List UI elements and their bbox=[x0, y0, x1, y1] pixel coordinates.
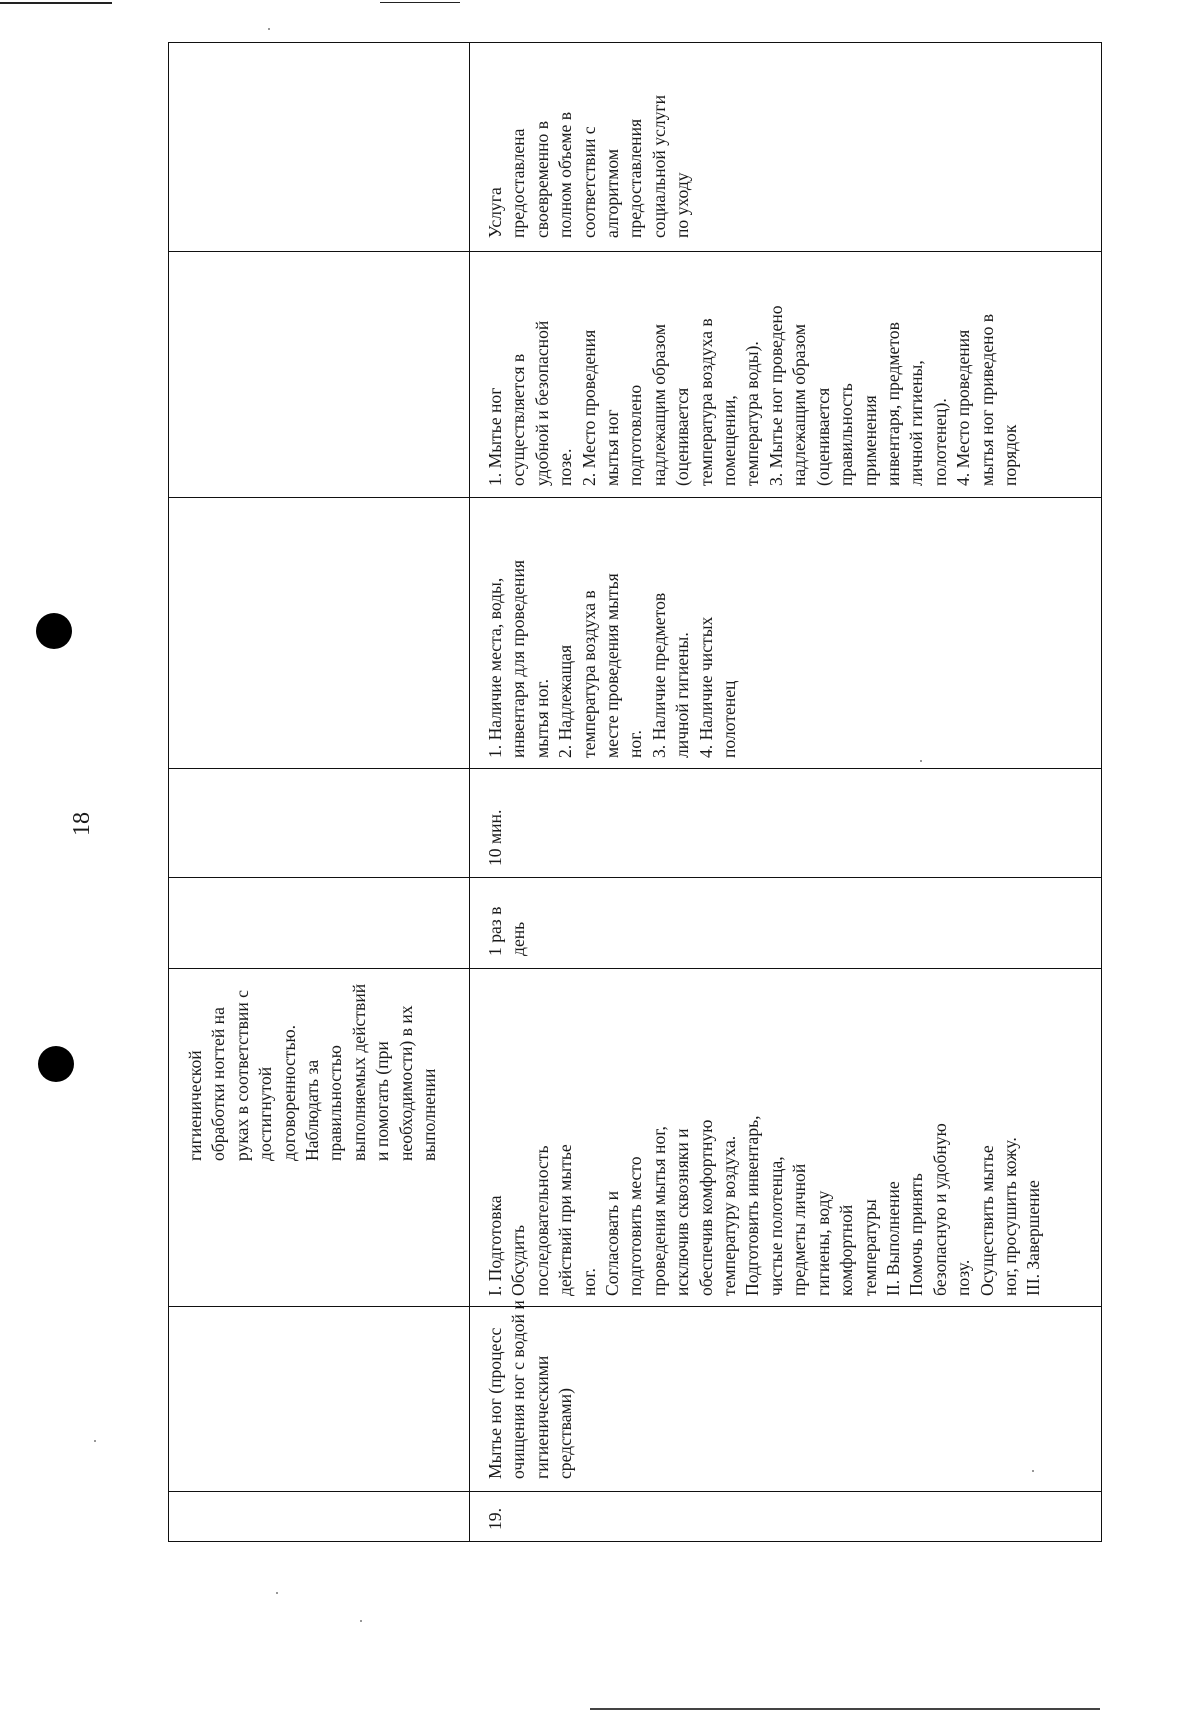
quality-indicators-cell: 1. Мытье ног осуществляется в удобной и безопасной позе. 2. Место проведения мытья ног подготовлено надлежащим образом (оценивается температура воздуха в помещении, температура воды). 3. Мытье ног проведено надлежащим образом (оценивается правильность применения инвентаря, предметов личной гигиены, полотенец). 4. Место проведения мытья ног приведено в порядок bbox=[485, 305, 1020, 486]
punch-hole bbox=[36, 613, 72, 649]
row-number-cell: 19. bbox=[485, 1508, 505, 1530]
frequency-cell: 1 раз в день bbox=[485, 906, 529, 956]
service-name-cell: Мытье ног (процесс очищения ног с водой и гигиеническими средствами) bbox=[485, 1300, 576, 1479]
column-divider bbox=[169, 968, 1101, 969]
column-divider bbox=[169, 497, 1101, 498]
page-number: 18 bbox=[69, 812, 95, 836]
scan-speck bbox=[276, 1592, 278, 1594]
scan-edge-line bbox=[590, 1708, 1100, 1710]
row-divider bbox=[469, 43, 470, 1541]
services-table bbox=[168, 42, 1102, 1542]
scan-speck bbox=[268, 28, 270, 30]
punch-hole bbox=[38, 1046, 74, 1082]
result-evaluation-cell: Услуга предоставлена своевременно в полном объеме в соответствии с алгоритмом предоставления социальной услуги по уходу bbox=[485, 94, 693, 238]
duration-cell: 10 мин. bbox=[485, 809, 505, 866]
column-divider bbox=[169, 251, 1101, 252]
column-divider bbox=[169, 877, 1101, 878]
column-divider bbox=[169, 1491, 1101, 1492]
column-divider bbox=[169, 1306, 1101, 1307]
conditions-cell: 1. Наличие места, воды, инвентаря для проведения мытья ног. 2. Надлежащая температура воздуха в месте проведения мытья ног. 3. Наличие предметов личной гигиены. 4. Наличие чистых полотенец bbox=[485, 560, 740, 758]
continued-algorithm-cell: гигиенической обработки ногтей на руках в соответствии с достигнутой договоренностью. Наблюдать за правильностью выполняемых действий и помогать (при необходимости) в их выполнении bbox=[185, 983, 440, 1161]
scan-speck bbox=[94, 1440, 96, 1442]
scan-edge-line bbox=[0, 2, 112, 4]
scan-speck bbox=[360, 1620, 362, 1622]
algorithm-cell: I. Подготовка Обсудить последовательность действий при мытье ног. Согласовать и подготовить место проведения мытья ног, исключив сквозняки и обеспечив комфортную температуру воздуха. Подготовить инвентарь, чистые полотенца, предметы личной гигиены, воду комфортной температуры II. Выполнение Помочь принять безопасную и удобную позу. Осуществить мытье ног, просушить кожу. III. Завершение bbox=[485, 1115, 1044, 1296]
scan-edge-line bbox=[380, 2, 460, 3]
column-divider bbox=[169, 768, 1101, 769]
